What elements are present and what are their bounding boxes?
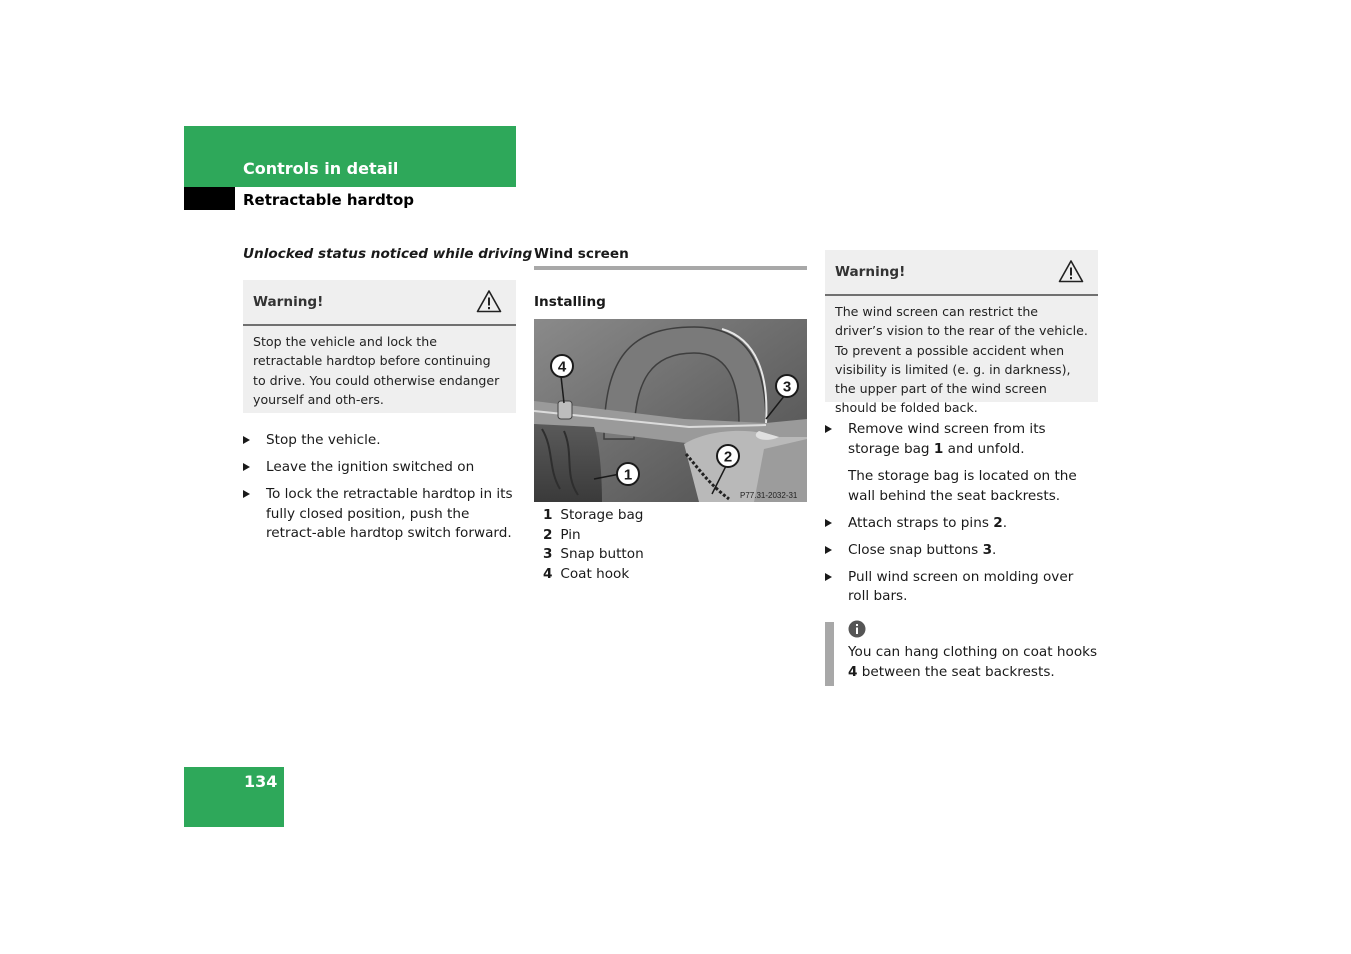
- list-item: To lock the retractable hardtop in its fully closed position, push the retract-able hardtop switch forward.: [243, 485, 516, 544]
- page-number: 134: [244, 772, 278, 791]
- callout-2: [717, 445, 739, 467]
- subsection-title: Retractable hardtop: [243, 191, 415, 209]
- image-code: P77.31-2032-31: [740, 491, 798, 500]
- svg-text:3: 3: [782, 378, 792, 396]
- bullet-arrow-icon: [825, 546, 832, 554]
- bullet-arrow-icon: [825, 573, 832, 581]
- bullet-arrow-icon: [243, 463, 250, 471]
- legend-item: 4 Coat hook: [543, 565, 630, 582]
- bullet-arrow-icon: [243, 490, 250, 498]
- wind-screen-illustration: [534, 319, 807, 502]
- bullet-arrow-icon: [825, 425, 832, 433]
- warning-header: [825, 250, 1098, 296]
- legend-list: [543, 506, 644, 584]
- warning-text: Stop the vehicle and lock the retractable hardtop before continuing to drive. You could otherwise endanger yourself and oth-ers.: [253, 334, 500, 407]
- list-item: Remove wind screen from its storage bag 1 and unfold. The storage bag is located on the wall behind the seat backrests.: [825, 420, 1098, 506]
- info-text: You can hang clothing on coat hooks 4 between the seat backrests.: [848, 644, 1098, 680]
- bullet-arrow-icon: [825, 519, 832, 527]
- warning-text: The wind screen can restrict the driver’s vision to the rear of the vehicle. To prevent a possible accident when visibility is limited (e. g. in darkness), the upper part of the wind screen should be folded back.: [835, 304, 1088, 416]
- svg-text:2: 2: [723, 448, 733, 466]
- wind-screen-heading: Wind screen: [534, 246, 629, 262]
- list-item: Attach straps to pins 2.: [825, 514, 1098, 534]
- callout-1: [617, 463, 639, 485]
- svg-text:1: 1: [623, 466, 633, 484]
- legend-item: 2 Pin: [543, 526, 581, 543]
- warning-box-right: [825, 250, 1098, 416]
- section-title: Controls in detail: [243, 159, 399, 178]
- svg-text:4: 4: [557, 358, 567, 376]
- step-note: The storage bag is located on the wall behind the seat backrests.: [848, 468, 1077, 504]
- legend-item: 3 Snap button: [543, 546, 644, 562]
- callout-4: [551, 355, 573, 377]
- installing-subheading: Installing: [534, 294, 606, 310]
- list-item: Close snap buttons 3.: [825, 541, 1098, 561]
- list-item: Leave the ignition switched on: [243, 458, 516, 478]
- warning-title: Warning!: [835, 264, 906, 280]
- right-steps: [825, 420, 1098, 614]
- warning-title: Warning!: [253, 294, 324, 310]
- warning-box-left: [243, 280, 516, 413]
- warning-triangle-icon: [476, 289, 502, 313]
- list-item: Pull wind screen on molding over roll bars.: [825, 568, 1098, 607]
- list-item: Stop the vehicle.: [243, 431, 516, 451]
- heading-rule: [534, 266, 807, 270]
- bullet-arrow-icon: [243, 436, 250, 444]
- legend-item: 1 Storage bag: [543, 507, 644, 523]
- info-bar: [825, 622, 834, 686]
- header-marker: [184, 187, 235, 210]
- warning-triangle-icon: [1058, 259, 1084, 283]
- callout-3: [776, 375, 798, 397]
- left-heading: Unlocked status noticed while driving: [243, 246, 533, 262]
- left-steps: [243, 431, 516, 551]
- wind-screen-photo: [534, 319, 807, 502]
- info-icon: [848, 620, 866, 638]
- warning-header: [243, 280, 516, 326]
